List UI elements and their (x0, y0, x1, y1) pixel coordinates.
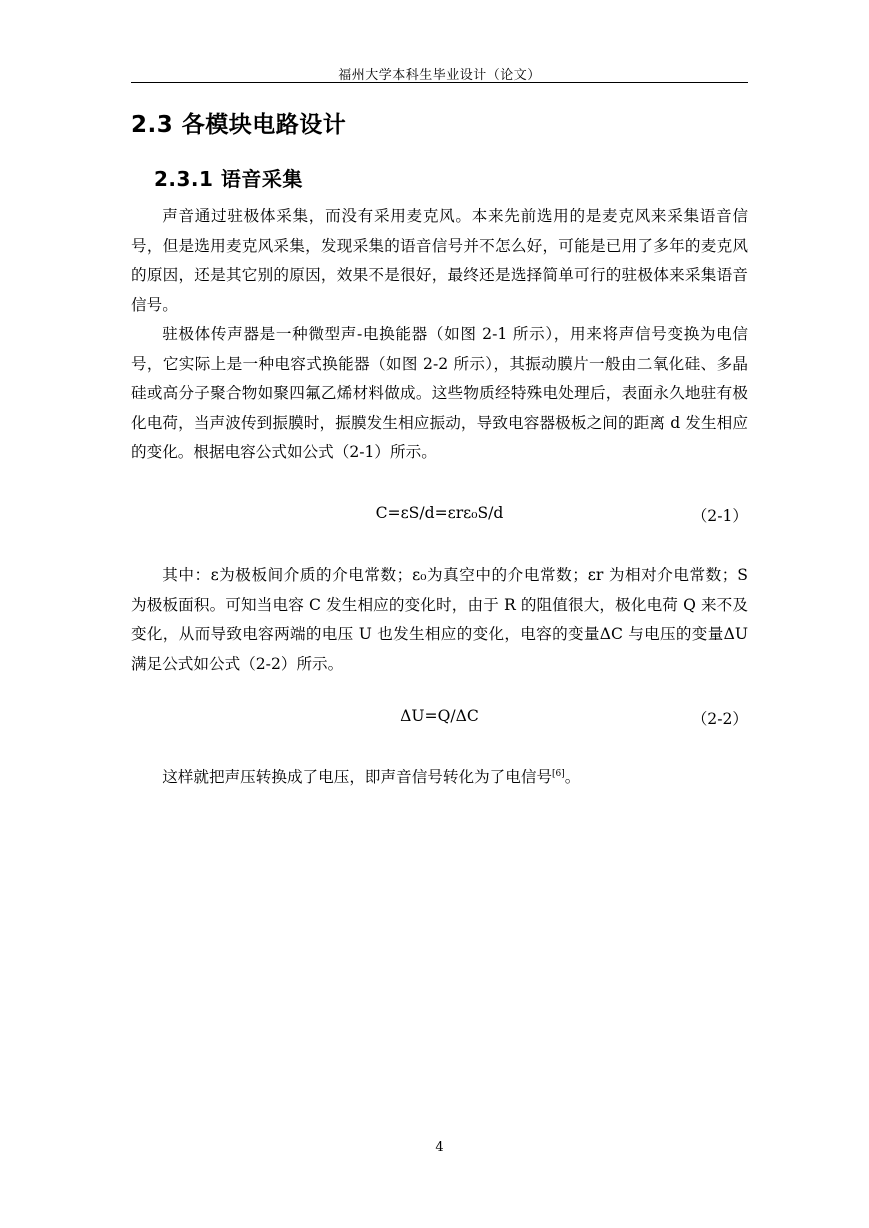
paragraph-conclusion (131, 763, 748, 793)
conclusion-end: 。 (564, 768, 581, 786)
paragraph-variables: 其中：ε为极板间介质的介电常数；ε₀为真空中的介电常数；εr 为相对介电常数；S 为极板面积。可知当电容 C 发生相应的变化时，由于 R 的阻值很大，极化电荷 Q 来不及变化，从而导致电容两端的电压 U 也发生相应的变化，电容的变量ΔC 与电压的变量ΔU 满足公式如公式（2-2）所示。 (131, 566, 748, 673)
page-header: 福州大学本科生毕业设计（论文） (338, 68, 541, 83)
equation-number: （2-2） (691, 710, 748, 728)
citation-link[interactable]: [6] (552, 768, 565, 779)
equation-2-1 (131, 504, 748, 528)
paragraph-voice-capture: 声音通过驻极体采集，而没有采用麦克风。本来先前选用的是麦克风来采集语音信号，但是选用麦克风采集，发现采集的语音信号并不怎么好，可能是已用了多年的麦克风的原因，还是其它别的原因，效果不是很好，最终还是选择简单可行的驻极体来采集语音信号。 (131, 207, 748, 314)
subsection-title: 2.3.1 语音采集 (154, 167, 303, 191)
conclusion-text: 这样就把声压转换成了电压，即声音信号转化为了电信号 (162, 768, 553, 786)
page-number: 4 (435, 1140, 444, 1155)
equation-formula: C=εS/d=εrε₀S/d (375, 504, 504, 522)
equation-formula: ΔU=Q/ΔC (400, 707, 479, 725)
equation-2-2 (131, 707, 748, 731)
section-title: 2.3 各模块电路设计 (131, 112, 347, 138)
equation-number: （2-1） (691, 507, 748, 525)
header-divider (131, 82, 748, 83)
paragraph-electret-mic: 驻极体传声器是一种微型声-电换能器（如图 2-1 所示），用来将声信号变换为电信号，它实际上是一种电容式换能器（如图 2-2 所示），其振动膜片一般由二氧化硅、多晶硅或高分子聚合物如聚四氟乙烯材料做成。这些物质经特殊电处理后，表面永久地驻有极化电荷，当声波传到振膜时，振膜发生相应振动，导致电容器极板之间的距离 d 发生相应的变化。根据电容公式如公式（2-1）所示。 (131, 325, 748, 461)
